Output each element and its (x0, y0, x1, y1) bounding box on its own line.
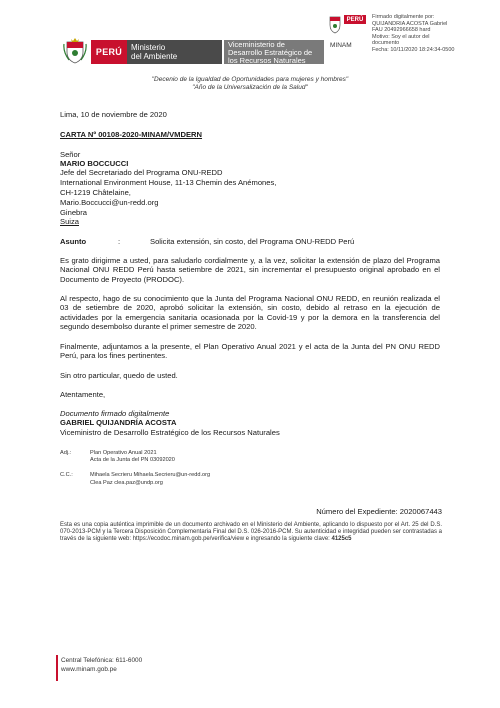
closing-1: Sin otro particular, quedo de usted. (60, 371, 178, 380)
recipient-address-2: CH-1219 Châtelaine, (60, 188, 131, 197)
recipient-title: Jefe del Secretariado del Programa ONU-REDD (60, 168, 223, 177)
subject-colon: : (118, 237, 121, 246)
viceministry-name-box (224, 40, 324, 64)
expediente-number: Número del Expediente: 2020067443 (316, 507, 442, 516)
closing-2: Atentamente, (60, 390, 106, 399)
peru-coat-of-arms-icon (63, 38, 87, 64)
ministry-line-1: Ministerio (131, 43, 166, 52)
subject-label: Asunto (60, 237, 87, 246)
letter-reference: CARTA Nº 00108-2020-MINAM/VMDERN (60, 130, 203, 139)
recipient-email: Mario.Boccucci@un-redd.org (60, 198, 159, 207)
signature-line: FAU 20492966658 hard (372, 27, 431, 34)
cc-item: Clea Paz clea.paz@undp.org (90, 480, 163, 486)
recipient-country: Suiza (60, 217, 79, 226)
vice-line-1: Viceministerio de (228, 40, 285, 49)
signature-line: QUIJANDRIA ACOSTA Gabriel (372, 20, 448, 27)
paragraph-2: Al respecto, hago de su conocimiento que la Junta del Programa Nacional ONU REDD, en reunión realizada el 03 de setiembre de 2020, aprobó solicitar la extensión, sin costo, debido al retraso en la ejecución de actividades por la emergencia sanitaria ocasionada por la Covid-19 y por la demora en la transferencia del segundo desembolso durante el primer semestre de 2020. (60, 294, 440, 332)
recipient-name: MARIO BOCCUCCI (60, 159, 129, 168)
signature-line: Firmado digitalmente por: (372, 14, 435, 20)
signature-details (372, 14, 500, 54)
footer-website[interactable]: www.minam.gob.pe (61, 666, 117, 673)
signature-line: Motivo: Soy el autor del (372, 33, 430, 40)
cc-label: C.C.: (60, 472, 73, 478)
signature-line: Fecha: 10/11/2020 18:24:34-0500 (372, 46, 455, 53)
signed-note: Documento firmado digitalmente (60, 409, 170, 418)
letter-date: Lima, 10 de noviembre de 2020 (60, 110, 167, 119)
footer-phone: Central Telefónica: 611-6000 (61, 657, 143, 664)
ministry-line-2: del Ambiente (131, 52, 178, 61)
recipient-city: Ginebra (60, 208, 88, 217)
authenticity-text: Esta es una copia auténtica imprimible de un documento archivado en el Ministerio del Ambiente, aplicando lo dispuesto por el Art. 25 del D.S. 070-2013-PCM y la Tercera Disposición Complementaria Final del D.S. 026-2016-PCM. Su autenticidad e integridad pueden ser contrastadas a través de la siguiente web: https://ecodoc.minam.gob.pe/verifica/view e ingresando la siguiente clave: (60, 522, 442, 543)
subject-text: Solicita extensión, sin costo, del Programa ONU-REDD Perú (150, 237, 355, 246)
signature-line: documento (372, 40, 400, 47)
signature-minam-label: MINAM (330, 42, 352, 49)
paragraph-3: Finalmente, adjuntamos a la presente, el Plan Operativo Anual 2021 y el acta de la Junta del PN ONU REDD Perú, para los fines pertinentes. (60, 342, 440, 361)
signature-peru-tag: PERÚ (344, 15, 366, 24)
attachments-label: Adj.: (60, 450, 72, 456)
motto-line-1: "Decenio de la Igualdad de Oportunidades para mujeres y hombres" (151, 76, 349, 83)
paragraph-1: Es grato dirigirme a usted, para saludarlo cordialmente y, a la vez, solicitar la extensión de plazo del Programa Nacional ONU REDD Perú hasta setiembre de 2021, sin incrementar el presupuesto original aprobado en el Documento de Proyecto (PRODOC). (60, 256, 440, 284)
vice-line-2: Desarrollo Estratégico de (228, 48, 313, 57)
motto-line-2: "Año de la Universalización de la Salud" (192, 84, 308, 91)
salutation: Señor (60, 150, 81, 159)
footer-red-bar (56, 655, 58, 681)
peru-logo-box: PERÚ (91, 40, 127, 64)
cc-item: Mihaela Secrieru Mihaela.Secrieru@un-redd.org (90, 472, 211, 478)
authenticity-notice (60, 522, 442, 544)
signature-crest-icon (328, 14, 342, 34)
signer-name: GABRIEL QUIJANDRÍA ACOSTA (60, 418, 177, 427)
attachment-item: Acta de la Junta del PN 03092020 (90, 457, 175, 463)
recipient-address-1: International Environment House, 11-13 Chemin des Anémones, (60, 178, 277, 187)
verification-key: 4125c5 (331, 536, 352, 543)
ministry-name-box (127, 40, 222, 64)
vice-line-3: los Recursos Naturales (228, 56, 306, 65)
attachment-item: Plan Operativo Anual 2021 (90, 450, 157, 456)
signer-title: Viceministro de Desarrollo Estratégico de los Recursos Naturales (60, 428, 280, 437)
